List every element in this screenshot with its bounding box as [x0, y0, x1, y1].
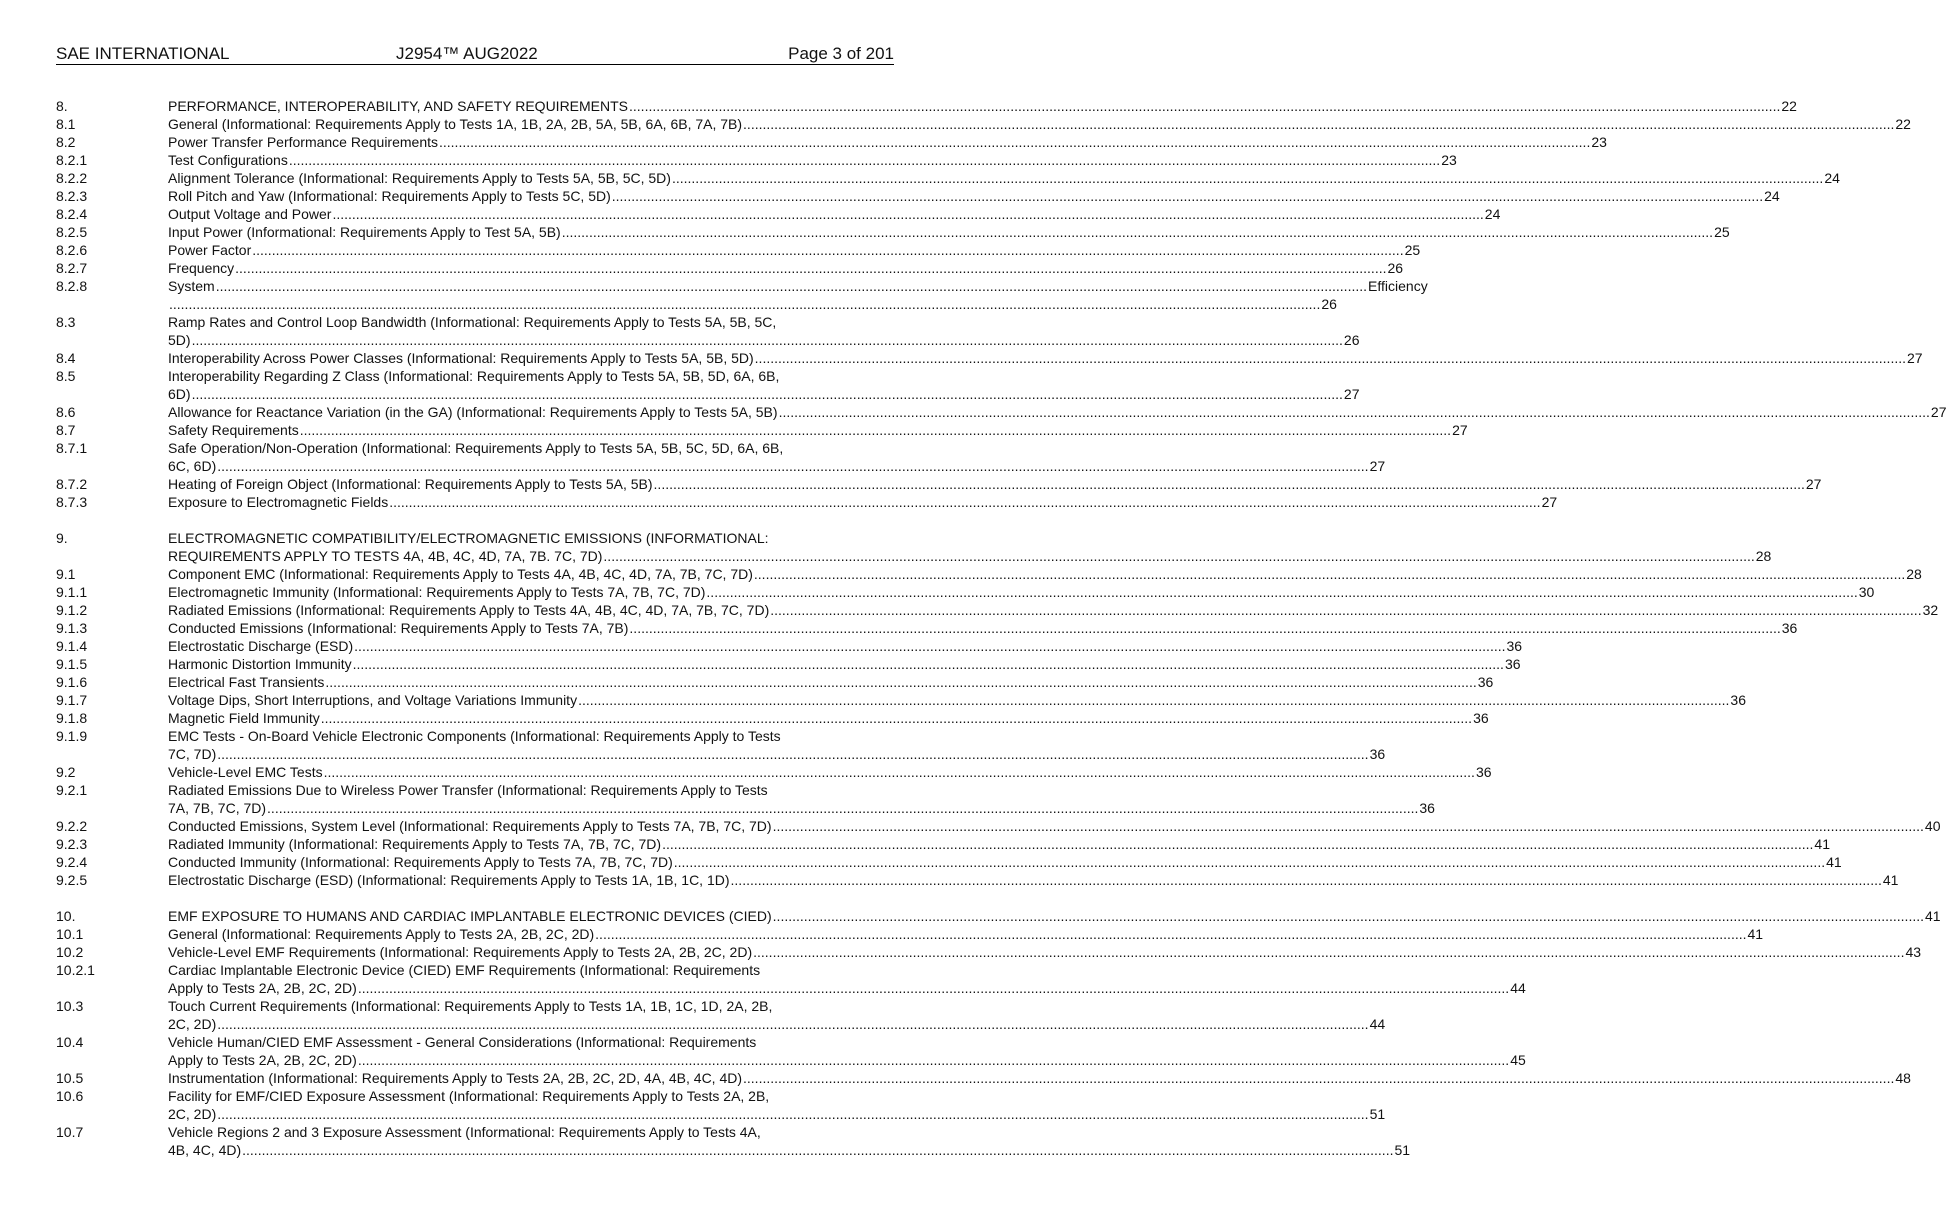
dot-leader: ........................................................................................................................................................................................................................................................................................................ — [288, 152, 1441, 168]
toc-entry-title: Touch Current Requirements (Informational: Requirements Apply to Tests 1A, 1B, 1C, 1D, 2A, 2B, — [168, 998, 773, 1014]
toc-entry-page: 26 — [1343, 332, 1360, 348]
toc-entry-number: 10.4 — [56, 1034, 84, 1050]
toc-entry-page: 23 — [1441, 152, 1457, 168]
toc-entry-page: 25 — [1714, 224, 1730, 240]
dot-leader: ........................................................................................................................................................................................................................................................................................................ — [753, 566, 1906, 582]
dot-leader: ........................................................................................................................................................................................................................................................................................................ — [671, 170, 1824, 186]
dot-leader: ........................................................................................................................................................................................................................................................................................................ — [578, 692, 1730, 708]
toc-entry-number: 8.2.7 — [56, 260, 88, 276]
toc-entry-title: 7C, 7D) — [168, 746, 217, 762]
toc-entry-title: Cardiac Implantable Electronic Device (CIED) EMF Requirements (Informational: Requirements — [168, 962, 761, 978]
toc-entry-title: General (Informational: Requirements Apply to Tests 2A, 2B, 2C, 2D) — [168, 926, 595, 942]
toc-entry[interactable] — [56, 493, 1558, 511]
dot-leader: ........................................................................................................................................................................................................................................................................................................ — [252, 242, 1404, 258]
dot-leader: ........................................................................................................................................................................................................................................................................................................ — [323, 764, 1475, 780]
dot-leader: ........................................................................................................................................................................................................................................................................................................ — [325, 674, 1477, 690]
toc-entry-page: 27 — [1805, 476, 1822, 492]
dot-leader: ........................................................................................................................................................................................................................................................................................................ — [653, 476, 1805, 492]
dot-leader: ........................................................................................................................................................................................................................................................................................................ — [770, 602, 1922, 618]
toc-entry[interactable] — [56, 763, 1492, 781]
toc-entry-title: Heating of Foreign Object (Informational: Requirements Apply to Tests 5A, 5B) — [168, 476, 653, 492]
toc-entry-title: 4B, 4C, 4D) — [168, 1142, 242, 1158]
toc-entry[interactable] — [56, 853, 1842, 871]
dot-leader: ........................................................................................................................................................................................................................................................................................................ — [320, 710, 1473, 726]
toc-entry[interactable] — [56, 691, 1746, 709]
toc-entry-title: EMC Tests - On-Board Vehicle Electronic Components (Informational: Requirements Apply to Tests — [168, 728, 781, 744]
toc-entry[interactable] — [56, 97, 1797, 115]
toc-entry-number: 8.7.2 — [56, 476, 88, 492]
toc-entry-title: Conducted Immunity (Informational: Requirements Apply to Tests 7A, 7B, 7C, 7D) — [168, 854, 673, 870]
toc-entry[interactable] — [56, 655, 1521, 673]
toc-entry[interactable] — [56, 475, 1822, 493]
toc-entry-number: 9.1.7 — [56, 692, 88, 708]
toc-entry-number: 8.1 — [56, 116, 76, 132]
toc-entry[interactable] — [56, 169, 1840, 187]
toc-entry-number: 10.6 — [56, 1088, 84, 1104]
toc-entry[interactable] — [56, 781, 1435, 817]
toc-entry-number: 9.1.6 — [56, 674, 88, 690]
dot-leader: ........................................................................................................................................................................................................................................................................................................ — [629, 620, 1781, 636]
toc-entry-title: Apply to Tests 2A, 2B, 2C, 2D) — [168, 980, 357, 996]
toc-entry-page: 36 — [1504, 656, 1521, 672]
toc-entry-page: 43 — [1905, 944, 1922, 960]
toc-entry-page: 40 — [1924, 818, 1941, 834]
toc-entry-title: Allowance for Reactance Variation (in the GA) (Informational: Requirements Apply to Tests 5A, 5B) — [168, 404, 778, 420]
toc-entry-title: Interoperability Across Power Classes (Informational: Requirements Apply to Tests 5A, 5B, 5D) — [168, 350, 754, 366]
toc-entry-page: 28 — [1906, 566, 1922, 582]
toc-entry-page: 24 — [1764, 188, 1780, 204]
toc-entry[interactable] — [56, 241, 1421, 259]
toc-entry-title: Electromagnetic Immunity (Informational: Requirements Apply to Tests 7A, 7B, 7C, 7D) — [168, 584, 706, 600]
toc-entry-page: 30 — [1858, 584, 1875, 600]
toc-entry-number: 8.7 — [56, 422, 76, 438]
toc-entry[interactable] — [56, 1069, 1911, 1087]
toc-entry-page: 36 — [1781, 620, 1798, 636]
toc-entry-page: 36 — [1369, 746, 1386, 762]
toc-entry-page: 45 — [1510, 1052, 1526, 1068]
toc-entry-page: 44 — [1369, 1016, 1386, 1032]
dot-leader: ........................................................................................................................................................................................................................................................................................................ — [217, 746, 1369, 762]
toc-entry-number: 9.1.4 — [56, 638, 88, 654]
toc-entry-page: 41 — [1814, 836, 1830, 852]
dot-leader: ........................................................................................................................................................................................................................................................................................................ — [357, 980, 1510, 996]
toc-entry-page: 41 — [1925, 908, 1941, 924]
toc-entry-number: 9.2 — [56, 764, 76, 780]
toc-entry-number: 8.2.2 — [56, 170, 88, 186]
toc-entry-page: 25 — [1404, 242, 1421, 258]
toc-entry[interactable] — [56, 349, 1923, 367]
toc-entry-page: 36 — [1473, 710, 1489, 726]
toc-entry[interactable] — [56, 223, 1730, 241]
toc-entry-title: Output Voltage and Power — [168, 206, 332, 222]
toc-entry-title-suffix: Efficiency — [1368, 278, 1428, 294]
toc-entry[interactable] — [56, 943, 1922, 961]
toc-entry-title: Facility for EMF/CIED Exposure Assessment (Informational: Requirements Apply to Tests 2A, 2B, — [168, 1088, 770, 1104]
toc-entry-title: Voltage Dips, Short Interruptions, and Voltage Variations Immunity — [168, 692, 578, 708]
toc-entry-number: 9.2.5 — [56, 872, 88, 888]
toc-entry-title: Component EMC (Informational: Requirements Apply to Tests 4A, 4B, 4C, 4D, 7A, 7B, 7C, 7D) — [168, 566, 753, 582]
toc-entry-number: 8.3 — [56, 314, 76, 330]
toc-entry-title: Test Configurations — [168, 152, 288, 168]
toc-entry-number: 10.1 — [56, 926, 84, 942]
dot-leader: ........................................................................................................................................................................................................................................................................................................ — [357, 1052, 1510, 1068]
toc-entry[interactable] — [56, 997, 1386, 1033]
dot-leader: ........................................................................................................................................................................................................................................................................................................ — [191, 386, 1343, 402]
toc-entry-title: Safety Requirements — [168, 422, 299, 438]
toc-entry-title: 2C, 2D) — [168, 1016, 217, 1032]
dot-leader: ........................................................................................................................................................................................................................................................................................................ — [217, 1106, 1369, 1122]
toc-section — [56, 907, 1941, 1159]
dot-leader: ........................................................................................................................................................................................................................................................................................................ — [778, 404, 1930, 420]
toc-entry-number: 8.2.3 — [56, 188, 88, 204]
toc-entry[interactable] — [56, 259, 1404, 277]
toc-entry-number: 10. — [56, 908, 76, 924]
toc-entry-page: 44 — [1510, 980, 1526, 996]
toc-entry[interactable] — [56, 1033, 1526, 1069]
toc-entry-number: 8.2.6 — [56, 242, 88, 258]
toc-entry-number: 9.1.5 — [56, 656, 88, 672]
toc-entry-title: PERFORMANCE, INTEROPERABILITY, AND SAFETY REQUIREMENTS — [168, 98, 629, 114]
toc-entry-title: System — [168, 278, 215, 294]
header-page-number: Page 3 of 201 — [788, 44, 894, 63]
toc-entry[interactable] — [56, 601, 1939, 619]
toc-entry[interactable] — [56, 439, 1386, 475]
toc-entry[interactable] — [56, 1123, 1411, 1159]
toc-entry[interactable] — [56, 925, 1764, 943]
toc-entry-number: 8.7.3 — [56, 494, 88, 510]
dot-leader: ........................................................................................................................................................................................................................................................................................................ — [673, 854, 1826, 870]
toc-entry-page: 41 — [1882, 872, 1899, 888]
toc-entry-page: 22 — [1895, 116, 1911, 132]
page-header — [56, 44, 894, 65]
toc-entry-title: Electrostatic Discharge (ESD) — [168, 638, 354, 654]
toc-entry-title: Interoperability Regarding Z Class (Informational: Requirements Apply to Tests 5A, 5B, 5D, 6A, 6B, — [168, 368, 780, 384]
toc-entry-number: 9.1.2 — [56, 602, 88, 618]
toc-entry-page: 26 — [1321, 296, 1337, 312]
toc-entry-title: ELECTROMAGNETIC COMPATIBILITY/ELECTROMAGNETIC EMISSIONS (INFORMATIONAL: — [168, 530, 769, 546]
toc-entry[interactable] — [56, 1087, 1386, 1123]
toc-entry-page: 27 — [1452, 422, 1468, 438]
toc-entry[interactable] — [56, 637, 1523, 655]
toc-entry-title: Vehicle-Level EMC Tests — [168, 764, 323, 780]
toc-entry-title: Electrical Fast Transients — [168, 674, 325, 690]
toc-entry-number: 9.2.4 — [56, 854, 88, 870]
toc-entry-title: 5D) — [168, 332, 191, 348]
toc-entry-page: 26 — [1387, 260, 1404, 276]
toc-entry-number: 8.2 — [56, 134, 76, 150]
toc-entry[interactable] — [56, 907, 1941, 925]
toc-entry-title: Radiated Immunity (Informational: Requirements Apply to Tests 7A, 7B, 7C, 7D) — [168, 836, 662, 852]
dot-leader: ........................................................................................................................................................................................................................................................................................................ — [743, 1070, 1895, 1086]
toc-entry-page: 41 — [1747, 926, 1764, 942]
dot-leader: ........................................................................................................................................................................................................................................................................................................ — [611, 188, 1764, 204]
dot-leader: ........................................................................................................................................................................................................................................................................................................ — [439, 134, 1591, 150]
toc-entry-title: Vehicle-Level EMF Requirements (Informational: Requirements Apply to Tests 2A, 2B, 2C, 2D) — [168, 944, 753, 960]
toc-entry-title: Roll Pitch and Yaw (Informational: Requirements Apply to Tests 5C, 5D) — [168, 188, 611, 204]
toc-entry-title: Alignment Tolerance (Informational: Requirements Apply to Tests 5A, 5B, 5C, 5D) — [168, 170, 671, 186]
toc-entry-number: 10.2.1 — [56, 962, 95, 978]
toc-entry-title: Apply to Tests 2A, 2B, 2C, 2D) — [168, 1052, 357, 1068]
toc-entry[interactable] — [56, 205, 1501, 223]
dot-leader: ........................................................................................................................................................................................................................................................................................................ — [217, 1016, 1369, 1032]
toc-entry-number: 9.1.8 — [56, 710, 88, 726]
toc-entry-number: 8.4 — [56, 350, 76, 366]
toc-entry[interactable] — [56, 367, 1360, 403]
toc-entry-number: 8. — [56, 98, 68, 114]
toc-entry[interactable] — [56, 115, 1911, 133]
toc-entry-number: 10.3 — [56, 998, 84, 1014]
dot-leader: ........................................................................................................................................................................................................................................................................................................ — [389, 494, 1541, 510]
toc-entry-number: 9.2.3 — [56, 836, 88, 852]
toc-entry-title: 2C, 2D) — [168, 1106, 217, 1122]
toc-entry-page: 51 — [1369, 1106, 1386, 1122]
dot-leader: ........................................................................................................................................................................................................................................................................................................ — [730, 872, 1882, 888]
toc-entry[interactable] — [56, 187, 1780, 205]
dot-leader: ........................................................................................................................................................................................................................................................................................................ — [772, 908, 1925, 924]
dot-leader: ........................................................................................................................................................................................................................................................................................................ — [215, 278, 1368, 294]
toc-entry-title: Vehicle Regions 2 and 3 Exposure Assessment (Informational: Requirements Apply to Tests 4A, — [168, 1124, 761, 1140]
toc-entry-number: 8.2.1 — [56, 152, 88, 168]
dot-leader: ........................................................................................................................................................................................................................................................................................................ — [743, 116, 1895, 132]
toc-entry[interactable] — [56, 817, 1941, 835]
toc-entry[interactable] — [56, 619, 1798, 637]
toc-entry[interactable] — [56, 709, 1489, 727]
toc-entry-title: Exposure to Electromagnetic Fields — [168, 494, 389, 510]
toc-entry-title: 7A, 7B, 7C, 7D) — [168, 800, 267, 816]
dot-leader: ........................................................................................................................................................................................................................................................................................................ — [754, 350, 1907, 366]
toc-entry-title: Harmonic Distortion Immunity — [168, 656, 352, 672]
header-organization: SAE INTERNATIONAL — [56, 44, 230, 63]
toc-entry[interactable] — [56, 403, 1946, 421]
dot-leader: ........................................................................................................................................................................................................................................................................................................ — [753, 944, 1905, 960]
toc-entry[interactable] — [56, 565, 1922, 583]
toc-entry-title: Safe Operation/Non-Operation (Informational: Requirements Apply to Tests 5A, 5B, 5C, 5D, 6A, 6B, — [168, 440, 784, 456]
toc-entry[interactable] — [56, 583, 1875, 601]
dot-leader: ........................................................................................................................................................................................................................................................................................................ — [561, 224, 1714, 240]
toc-entry-title: Ramp Rates and Control Loop Bandwidth (Informational: Requirements Apply to Tests 5A, 5B, 5C, — [168, 314, 777, 330]
toc-entry-number: 9.2.2 — [56, 818, 88, 834]
toc-entry-title: 6C, 6D) — [168, 458, 217, 474]
toc-entry-page: 32 — [1922, 602, 1939, 618]
toc-entry[interactable] — [56, 277, 1428, 313]
toc-entry-number: 8.7.1 — [56, 440, 88, 456]
toc-entry-number: 9.1.1 — [56, 584, 88, 600]
toc-entry-title: Electrostatic Discharge (ESD) (Informational: Requirements Apply to Tests 1A, 1B, 1C, 1D) — [168, 872, 730, 888]
toc-entry-page: 23 — [1591, 134, 1607, 150]
toc-entry-page: 36 — [1506, 638, 1523, 654]
toc-entry[interactable] — [56, 133, 1607, 151]
toc-entry-title: REQUIREMENTS APPLY TO TESTS 4A, 4B, 4C, 4D, 7A, 7B. 7C, 7D) — [168, 548, 603, 564]
toc-entry-number: 8.2.5 — [56, 224, 88, 240]
toc-entry-page: 51 — [1394, 1142, 1411, 1158]
toc-entry-page: 27 — [1369, 458, 1386, 474]
toc-entry[interactable] — [56, 835, 1830, 853]
toc-entry-title: Magnetic Field Immunity — [168, 710, 320, 726]
toc-entry-number: 8.2.4 — [56, 206, 88, 222]
dot-leader: ........................................................................................................................................................................................................................................................................................................ — [332, 206, 1484, 222]
toc-entry-page: 36 — [1730, 692, 1746, 708]
toc-entry-number: 8.6 — [56, 404, 76, 420]
toc-entry-number: 9.2.1 — [56, 782, 88, 798]
toc-entry-number: 8.5 — [56, 368, 76, 384]
toc-entry-title: Conducted Emissions (Informational: Requirements Apply to Tests 7A, 7B) — [168, 620, 629, 636]
dot-leader: ........................................................................................................................................................................................................................................................................................................ — [706, 584, 1858, 600]
toc-entry[interactable] — [56, 421, 1468, 439]
toc-entry-page: 36 — [1419, 800, 1435, 816]
toc-entry-page: 36 — [1475, 764, 1492, 780]
toc-section — [56, 529, 1941, 889]
toc-entry-title: EMF EXPOSURE TO HUMANS AND CARDIAC IMPLANTABLE ELECTRONIC DEVICES (CIED) — [168, 908, 772, 924]
toc-entry-title: Instrumentation (Informational: Requirements Apply to Tests 2A, 2B, 2C, 2D, 4A, 4B, 4C, 4D) — [168, 1070, 743, 1086]
dot-leader: ........................................................................................................................................................................................................................................................................................................ — [242, 1142, 1394, 1158]
toc-entry-number: 10.2 — [56, 944, 84, 960]
header-document-id: J2954™ AUG2022 — [396, 44, 538, 63]
dot-leader: ........................................................................................................................................................................................................................................................................................................ — [217, 458, 1369, 474]
toc-entry-title: Frequency — [168, 260, 235, 276]
toc-entry-page: 27 — [1343, 386, 1360, 402]
toc-entry-title: Radiated Emissions (Informational: Requirements Apply to Tests 4A, 4B, 4C, 4D, 7A, 7B, 7C, 7D) — [168, 602, 770, 618]
dot-leader: ........................................................................................................................................................................................................................................................................................................ — [352, 656, 1504, 672]
dot-leader: ........................................................................................................................................................................................................................................................................................................ — [595, 926, 1747, 942]
dot-leader: ........................................................................................................................................................................................................................................................................................................ — [629, 98, 1781, 114]
dot-leader: ........................................................................................................................................................................................................................................................................................................ — [354, 638, 1506, 654]
toc-entry-page: 24 — [1484, 206, 1501, 222]
toc-entry[interactable] — [56, 529, 1772, 565]
toc-entry-page: 36 — [1477, 674, 1494, 690]
toc-entry-number: 9.1.3 — [56, 620, 88, 636]
dot-leader: ........................................................................................................................................................................................................................................................................................................ — [191, 332, 1343, 348]
dot-leader: ........................................................................................................................................................................................................................................................................................................ — [662, 836, 1814, 852]
dot-leader: ........................................................................................................................................................................................................................................................................................................ — [169, 296, 1321, 312]
toc-entry-number: 10.5 — [56, 1070, 84, 1086]
toc-entry[interactable] — [56, 727, 1386, 763]
toc-entry-number: 8.2.8 — [56, 278, 88, 294]
toc-entry-title: Power Factor — [168, 242, 252, 258]
table-of-contents — [56, 97, 1946, 1177]
toc-entry[interactable] — [56, 961, 1526, 997]
toc-entry[interactable] — [56, 673, 1494, 691]
toc-entry-page: 28 — [1755, 548, 1772, 564]
toc-entry-title: Conducted Emissions, System Level (Informational: Requirements Apply to Tests 7A, 7B, 7C, 7D) — [168, 818, 772, 834]
dot-leader: ........................................................................................................................................................................................................................................................................................................ — [603, 548, 1755, 564]
toc-entry-number: 9. — [56, 530, 68, 546]
toc-entry-page: 22 — [1781, 98, 1797, 114]
toc-entry-page: 27 — [1541, 494, 1558, 510]
toc-section — [56, 97, 1946, 511]
toc-entry-number: 9.1 — [56, 566, 76, 582]
toc-entry[interactable] — [56, 151, 1457, 169]
toc-entry-page: 24 — [1824, 170, 1840, 186]
dot-leader: ........................................................................................................................................................................................................................................................................................................ — [299, 422, 1452, 438]
toc-entry[interactable] — [56, 871, 1899, 889]
toc-entry-title: Radiated Emissions Due to Wireless Power Transfer (Informational: Requirements Apply to Tests — [168, 782, 768, 798]
toc-entry-title: Power Transfer Performance Requirements — [168, 134, 438, 150]
toc-entry-number: 10.7 — [56, 1124, 84, 1140]
toc-entry-title: Vehicle Human/CIED EMF Assessment - General Considerations (Informational: Requirements — [168, 1034, 757, 1050]
toc-entry-page: 27 — [1930, 404, 1946, 420]
dot-leader: ........................................................................................................................................................................................................................................................................................................ — [267, 800, 1419, 816]
toc-entry-page: 27 — [1907, 350, 1923, 366]
toc-entry-page: 41 — [1826, 854, 1842, 870]
toc-entry-page: 48 — [1895, 1070, 1911, 1086]
dot-leader: ........................................................................................................................................................................................................................................................................................................ — [772, 818, 1924, 834]
toc-entry[interactable] — [56, 313, 1360, 349]
toc-entry-number: 9.1.9 — [56, 728, 88, 744]
toc-entry-title: General (Informational: Requirements Apply to Tests 1A, 1B, 2A, 2B, 5A, 5B, 6A, 6B, 7A, 7B) — [168, 116, 743, 132]
toc-entry-title: 6D) — [168, 386, 191, 402]
toc-entry-title: Input Power (Informational: Requirements Apply to Test 5A, 5B) — [168, 224, 561, 240]
dot-leader: ........................................................................................................................................................................................................................................................................................................ — [235, 260, 1387, 276]
